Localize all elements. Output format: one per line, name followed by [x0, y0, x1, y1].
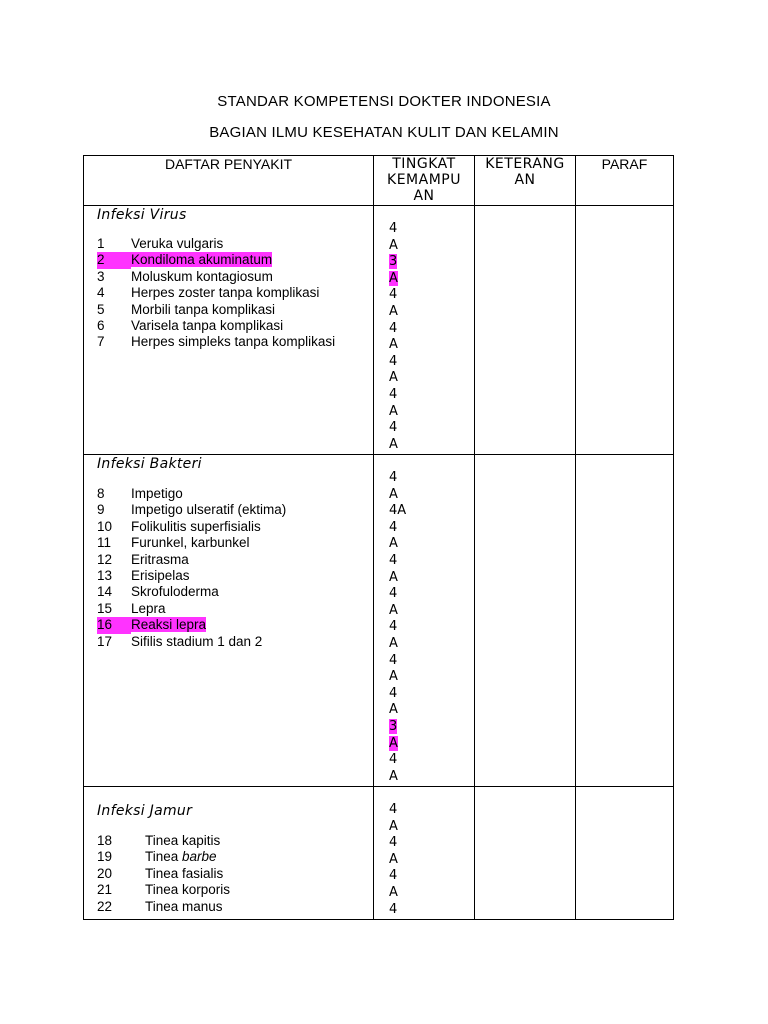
level-value: 4 — [389, 868, 398, 884]
level-list-virus — [374, 206, 474, 453]
list-item: 20 Tinea fasialis — [97, 865, 224, 881]
page-subtitle: BAGIAN ILMU KESEHATAN KULIT DAN KELAMIN — [209, 124, 559, 141]
level-value: 4 — [389, 835, 398, 851]
list-item: 21 Tinea korporis — [97, 882, 231, 898]
disease-list-jamur — [84, 825, 373, 915]
level-value: A — [389, 486, 398, 502]
list-item: 14 Skrofuloderma — [97, 584, 219, 600]
level-value: A — [389, 602, 398, 618]
section-title-virus: Infeksi Virus — [97, 207, 187, 223]
header-tingkat-line1: TINGKAT — [392, 156, 456, 172]
level-value: 4 — [389, 752, 398, 768]
table-header-row — [84, 156, 674, 206]
level-value: A — [389, 569, 398, 585]
level-value: A — [389, 669, 398, 685]
keterangan-cell-bakteri[interactable] — [475, 455, 576, 787]
list-item: 16 Reaksi lepra — [97, 617, 207, 633]
level-value: A — [389, 768, 398, 784]
level-list-bakteri — [374, 455, 474, 785]
list-item: 13 Erisipelas — [97, 567, 190, 583]
level-value: 4 — [389, 420, 398, 436]
level-value: 4 — [389, 552, 398, 568]
list-item: 15 Lepra — [97, 600, 166, 616]
level-value: 4 — [389, 685, 398, 701]
level-value: A — [389, 536, 398, 552]
level-list-jamur — [374, 787, 474, 918]
competency-table — [83, 155, 674, 920]
level-value: 4 — [389, 221, 398, 236]
section-row-jamur — [84, 787, 674, 920]
level-value: A — [389, 818, 398, 834]
level-value: 4 — [389, 470, 398, 485]
level-value: A — [389, 884, 398, 900]
level-value: A — [389, 370, 398, 386]
paraf-cell-virus[interactable] — [576, 206, 674, 455]
level-value: 4 — [389, 586, 398, 602]
section-cell-bakteri — [84, 455, 374, 787]
list-item: 19 Tinea barbe — [97, 849, 217, 865]
header-keterangan — [475, 156, 576, 206]
list-item: 12 Eritrasma — [97, 551, 189, 567]
page-title: STANDAR KOMPETENSI DOKTER INDONESIA — [217, 93, 551, 110]
list-item: 2 Kondiloma akuminatum — [97, 252, 273, 268]
list-item: 6 Varisela tanpa komplikasi — [97, 317, 284, 333]
list-item: 8 Impetigo — [97, 486, 183, 501]
level-value: 4 — [389, 386, 398, 402]
list-item: 11 Furunkel, karbunkel — [97, 535, 250, 551]
list-item: 10 Folikulitis superfisialis — [97, 518, 261, 534]
section-cell-virus — [84, 206, 374, 455]
list-item: 18 Tinea kapitis — [97, 833, 221, 848]
level-value: 4 — [389, 320, 398, 336]
list-item: 1 Veruka vulgaris — [97, 236, 224, 251]
level-value: A — [389, 436, 398, 452]
header-keterangan-line2: AN — [514, 172, 536, 188]
section-row-virus — [84, 206, 674, 455]
level-value: 4A — [389, 503, 407, 519]
header-tingkat-kemampuan — [374, 156, 475, 206]
level-value: A — [389, 337, 398, 353]
section-title-bakteri: Infeksi Bakteri — [97, 456, 202, 472]
disease-list-virus — [84, 229, 373, 351]
level-value: A — [389, 702, 398, 718]
level-value: 4 — [389, 652, 398, 668]
level-value: A — [389, 735, 398, 751]
level-cell-jamur — [374, 787, 475, 920]
level-cell-virus — [374, 206, 475, 455]
level-value: A — [389, 403, 398, 419]
keterangan-cell-jamur[interactable] — [475, 787, 576, 920]
level-value: 4 — [389, 287, 398, 303]
list-item: 7 Herpes simpleks tanpa komplikasi — [97, 334, 336, 350]
level-value: 4 — [389, 619, 398, 635]
list-item: 4 Herpes zoster tanpa komplikasi — [97, 285, 320, 301]
level-cell-bakteri — [374, 455, 475, 787]
header-daftar-label: DAFTAR PENYAKIT — [164, 156, 293, 172]
header-paraf-label: PARAF — [601, 156, 648, 172]
level-value: A — [389, 635, 398, 651]
paraf-cell-jamur[interactable] — [576, 787, 674, 920]
level-value: A — [389, 270, 398, 286]
level-value: 4 — [389, 802, 398, 817]
list-item: 9 Impetigo ulseratif (ektima) — [97, 502, 287, 518]
header-tingkat-line2: KEMAMPU — [387, 172, 461, 188]
level-value: A — [389, 851, 398, 867]
list-item: 17 Sifilis stadium 1 dan 2 — [97, 633, 263, 649]
header-tingkat-line3: AN — [413, 188, 435, 204]
list-item: 3 Moluskum kontagiosum — [97, 268, 273, 284]
list-item: 5 Morbili tanpa komplikasi — [97, 301, 276, 317]
disease-list-bakteri — [84, 478, 373, 650]
keterangan-cell-virus[interactable] — [475, 206, 576, 455]
section-title-jamur: Infeksi Jamur — [97, 803, 193, 819]
level-value: 4 — [389, 353, 398, 369]
level-value: A — [389, 237, 398, 253]
section-row-bakteri — [84, 455, 674, 787]
level-value: 3 — [389, 718, 398, 734]
level-value: A — [389, 303, 398, 319]
header-keterangan-line1: KETERANG — [485, 156, 565, 172]
level-value: 4 — [389, 901, 398, 917]
paraf-cell-bakteri[interactable] — [576, 455, 674, 787]
level-value: 3 — [389, 254, 398, 270]
level-value: 4 — [389, 519, 398, 535]
header-daftar-penyakit — [84, 156, 374, 206]
section-cell-jamur — [84, 787, 374, 920]
header-paraf — [576, 156, 674, 206]
list-item: 22 Tinea manus — [97, 898, 223, 914]
